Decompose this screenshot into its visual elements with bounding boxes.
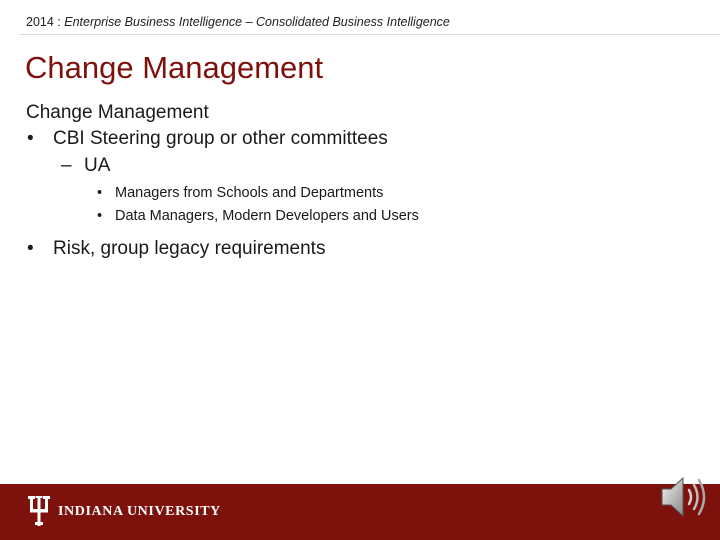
bullet-text: CBI Steering group or other committees — [53, 128, 388, 149]
sub-sub-bullet-text: Data Managers, Modern Developers and Users — [115, 208, 419, 224]
bullet-marker: • — [97, 185, 103, 201]
speaker-icon[interactable] — [658, 472, 710, 522]
bullet-item — [26, 126, 706, 152]
bullet-marker: • — [97, 208, 103, 224]
bullet-text: Risk, group legacy requirements — [53, 238, 326, 259]
iu-trident-icon — [28, 496, 50, 526]
dash-marker: – — [61, 155, 72, 176]
bullet-marker: • — [27, 128, 34, 149]
bullet-marker: • — [27, 238, 34, 259]
sub-bullet-text: UA — [84, 155, 111, 176]
header-divider — [20, 34, 720, 35]
sub-sub-bullet-item — [26, 205, 706, 228]
footer-bar — [0, 484, 720, 540]
sub-sub-bullet-text: Managers from Schools and Departments — [115, 185, 384, 201]
slide-title: Change Management — [25, 50, 324, 85]
sub-bullet-item — [26, 152, 706, 180]
university-name: INDIANA UNIVERSITY — [58, 504, 221, 519]
body-heading: Change Management — [26, 102, 209, 123]
header-subtitle: Enterprise Business Intelligence – Consolidated Business Intelligence — [64, 15, 450, 29]
sub-sub-bullet-item — [26, 182, 706, 205]
bullet-item — [26, 236, 706, 262]
slide-body — [26, 100, 706, 262]
header-year: 2014 : — [26, 15, 65, 29]
slide-header — [26, 15, 450, 29]
